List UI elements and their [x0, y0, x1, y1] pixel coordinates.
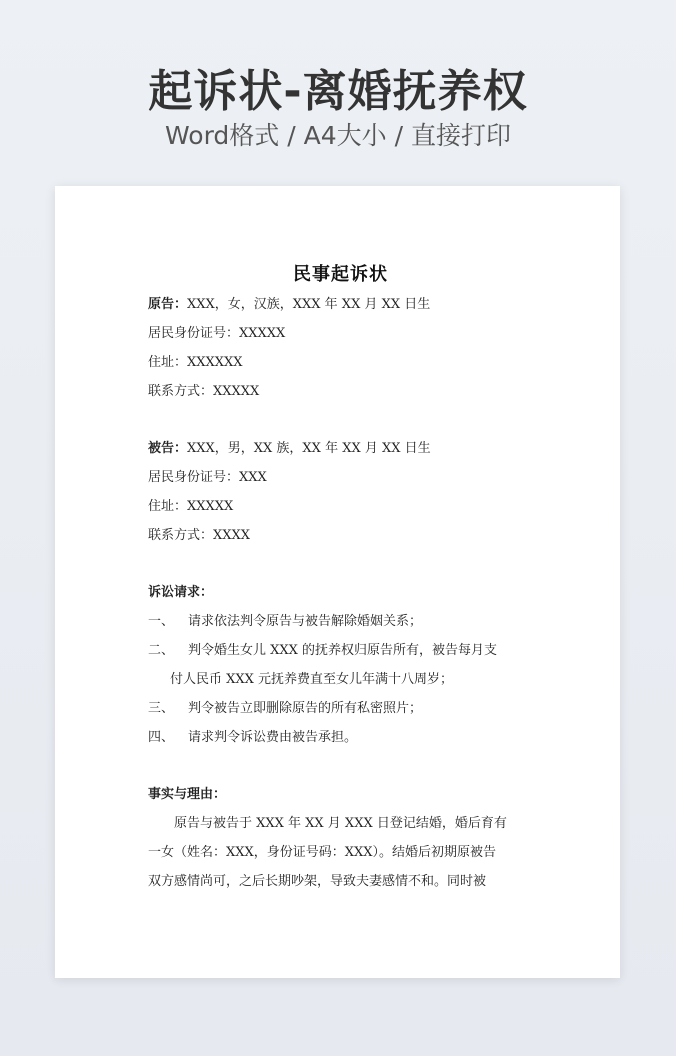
- claim-text: 请求判令诉讼费由被告承担。: [188, 730, 358, 745]
- plaintiff-contact: 联系方式：XXXXX: [148, 384, 260, 399]
- claim-number: 三、: [148, 701, 175, 716]
- facts-line: 双方感情尚可，之后长期吵架，导致夫妻感情不和。同时被: [148, 874, 487, 889]
- document-page: [55, 186, 620, 978]
- defendant-info-line: [148, 434, 533, 463]
- claim-item: [148, 723, 533, 752]
- claim-item-continuation: 付人民币 XXX 元抚养费直至女儿年满十八周岁；: [170, 672, 454, 687]
- claim-text: 判令被告立即删除原告的所有私密照片；: [188, 701, 423, 716]
- claims-heading: 诉讼请求：: [148, 585, 214, 600]
- plaintiff-address: 住址：XXXXXX: [148, 355, 243, 370]
- facts-line: 一女（姓名：XXX，身份证号码：XXX）。结婚后初期原被告: [148, 845, 497, 860]
- defendant-address: 住址：XXXXX: [148, 499, 234, 514]
- claim-number: 一、: [148, 614, 175, 629]
- claim-item: [148, 694, 533, 723]
- banner-title: 起诉状-离婚抚养权: [148, 66, 528, 117]
- defendant-id: 居民身份证号：XXX: [148, 470, 267, 485]
- defendant-label: 被告：: [148, 441, 188, 456]
- claim-text: 请求依法判令原告与被告解除婚姻关系；: [188, 614, 423, 629]
- plaintiff-info: XXX，女，汉族，XXX 年 XX 月 XX 日生: [187, 297, 431, 312]
- facts-line: 原告与被告于 XXX 年 XX 月 XXX 日登记结婚，婚后育有: [174, 816, 507, 831]
- claim-number: 二、: [148, 643, 175, 658]
- plaintiff-label: 原告：: [148, 297, 188, 312]
- claim-number: 四、: [148, 730, 175, 745]
- plaintiff-info-line: [148, 290, 533, 319]
- facts-heading: 事实与理由：: [148, 787, 227, 802]
- claim-text: 判令婚生女儿 XXX 的抚养权归原告所有，被告每月支: [188, 643, 498, 658]
- claim-item: [148, 636, 533, 665]
- document-body: [148, 260, 533, 896]
- document-title: 民事起诉状: [293, 264, 388, 285]
- plaintiff-id: 居民身份证号：XXXXX: [148, 326, 286, 341]
- banner-subtitle: Word格式 / A4大小 / 直接打印: [165, 121, 511, 150]
- defendant-info: XXX，男，XX 族，XX 年 XX 月 XX 日生: [187, 441, 431, 456]
- defendant-contact: 联系方式：XXXX: [148, 528, 251, 543]
- claim-item: [148, 607, 533, 636]
